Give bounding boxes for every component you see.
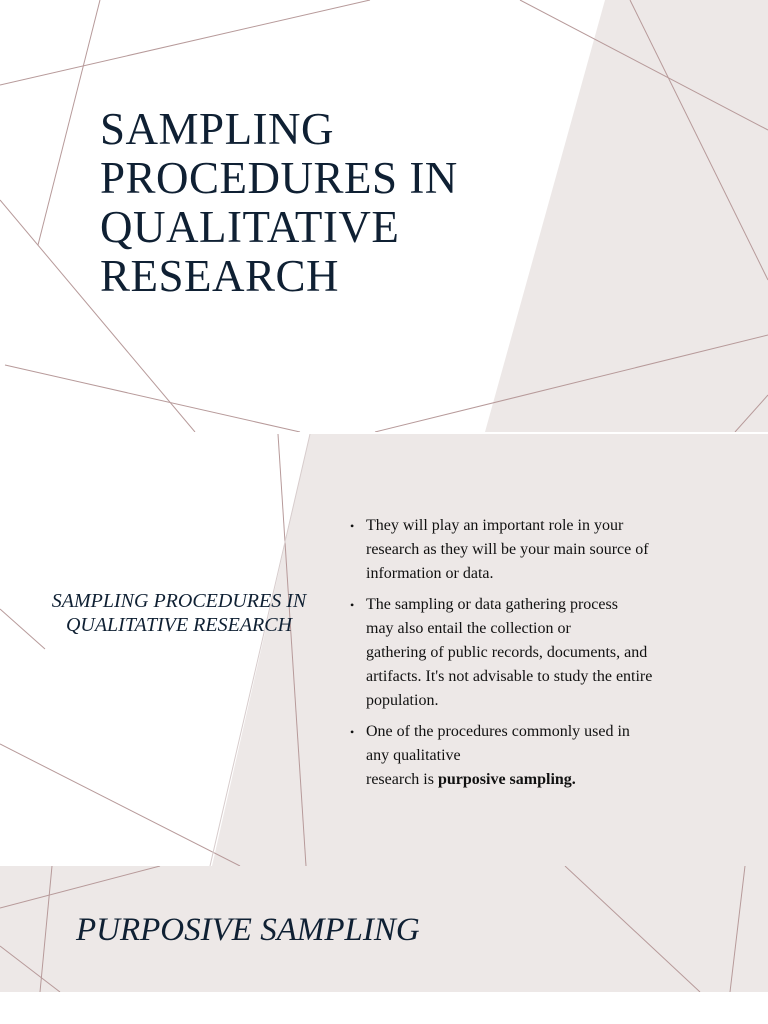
bullet-line: research as they will be your main source of <box>366 541 649 558</box>
bullet-line: gathering of public records, documents, and <box>366 644 648 661</box>
bullet-line: The sampling or data gathering process <box>366 596 618 613</box>
bullet-line: artifacts. It's not advisable to study the entire <box>366 668 653 685</box>
bullet-line: may also entail the collection or <box>366 620 571 637</box>
slide-3-title: PURPOSIVE SAMPLING <box>76 912 420 948</box>
bullet-dot-icon: • <box>350 598 355 612</box>
bullet-item <box>348 720 718 792</box>
bullet-item <box>348 514 718 586</box>
slide-3 <box>0 866 768 992</box>
bullet-line: information or data. <box>366 565 494 582</box>
bullet-item <box>348 593 718 713</box>
bullet-dot-icon: • <box>350 519 355 533</box>
slide-1-title <box>100 105 458 301</box>
bullet-line-prefix: research is <box>366 771 438 788</box>
title-line: QUALITATIVE RESEARCH <box>65 614 293 636</box>
slide-2 <box>0 434 768 866</box>
bullet-list <box>348 514 718 799</box>
title-line: SAMPLING <box>100 104 335 154</box>
bullet-line: One of the procedures commonly used in <box>366 723 630 740</box>
slide-1 <box>0 0 768 432</box>
title-line: QUALITATIVE <box>100 202 400 252</box>
bullet-line: any qualitative <box>366 747 461 764</box>
title-line: RESEARCH <box>100 251 340 301</box>
title-line: SAMPLING PROCEDURES IN <box>51 590 307 612</box>
page-bottom-margin <box>0 992 768 1024</box>
bullet-line: population. <box>366 692 439 709</box>
title-line: PROCEDURES IN <box>100 153 458 203</box>
bullet-dot-icon: • <box>350 725 355 739</box>
bullet-line: They will play an important role in your <box>366 517 624 534</box>
slide-2-title <box>20 589 338 637</box>
bullet-emphasis: purposive sampling. <box>437 771 576 788</box>
